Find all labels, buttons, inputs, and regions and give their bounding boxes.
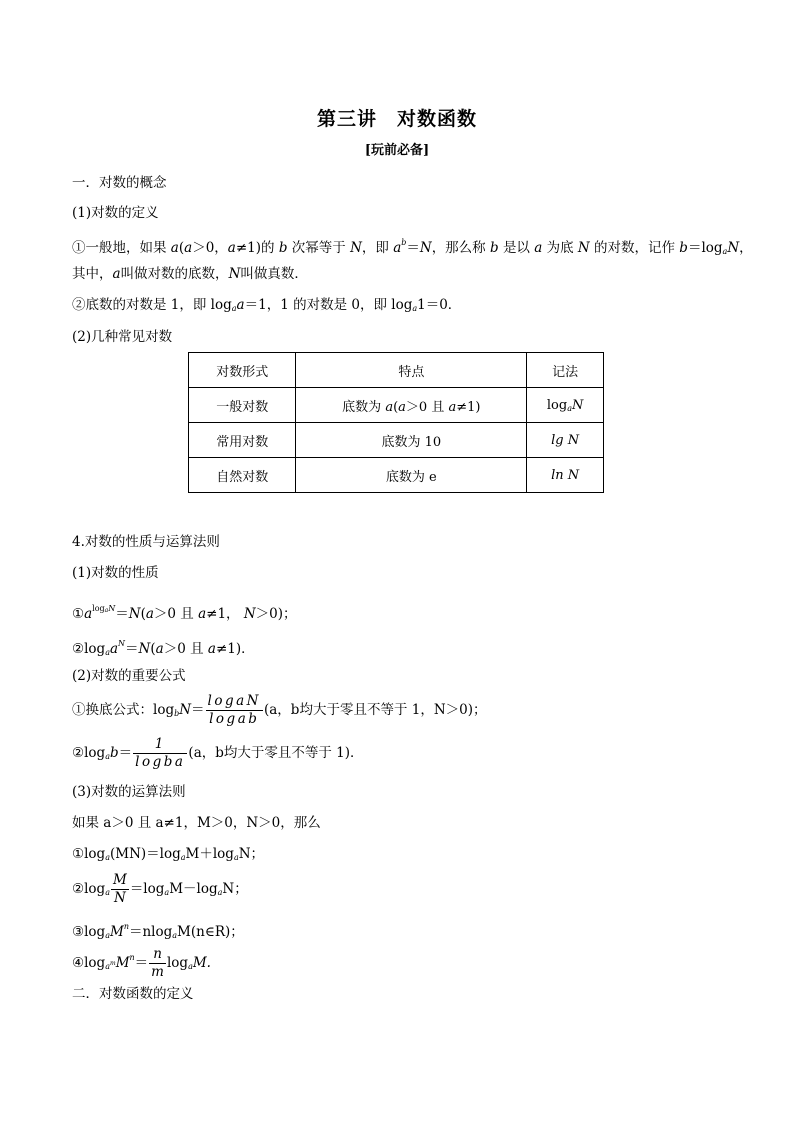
section-heading-log-function: 二．对数函数的定义 [72,986,194,1002]
subheading-important-formulas: (2)对数的重要公式 [72,668,186,684]
rules-condition: 如果 a＞0 且 a≠1，M＞0，N＞0，那么 [72,815,321,831]
base-log-property: ②底数的对数是 1，即 $\log_aa=1$，1 的对数是 0，即 $\log_a1=0$． [72,297,462,313]
table-cell: 常用对数 [189,423,296,458]
table-cell: 底数为 10 [296,423,527,458]
table-cell: lg N [527,423,604,458]
rule-1: $①\log_a(MN)=\log_aM+\log_aN$； [72,846,265,862]
table-row [189,423,604,458]
table-header-cell: 特点 [296,353,527,388]
table-header-row [189,353,604,388]
section-heading-concept: 一．对数的概念 [72,175,167,191]
definition-line-2: 其中，a叫做对数的底数，N叫做真数． [72,266,308,282]
subheading-common-logs: (2)几种常见对数 [72,329,173,345]
table-header-cell: 对数形式 [189,353,296,388]
table-cell: ln N [527,458,604,493]
reciprocal-formula: $②\log_ab=$ $\frac{1}{\text{logba}}$ (a，b均大于零且不等于 1)． [72,736,364,770]
subheading-log-properties: (1)对数的性质 [72,565,159,581]
rule-4-fraction: $\frac{n}{m}$ [151,946,164,980]
change-of-base-fraction: $\frac{\text{logaN}}{\text{logab}}$ [207,693,261,727]
definition-line-1: ①一般地，如果 a(a＞0，a≠1)的 b 次幂等于 N，即 $a^b=N$，那么称 b 是以 a 为底 N 的对数，记作 $b=\log_aN$， [72,238,753,256]
rule-3: $③\log_aM^n=nlog_aM(n\in R)$； [72,922,244,940]
table-cell: 一般对数 [189,388,296,423]
subheading-definition: (1)对数的定义 [72,205,159,221]
section-heading-properties: 4.对数的性质与运算法则 [72,534,220,550]
page-subtitle: [玩前必备] [364,143,430,158]
property-2: $②\log_aa^N=N(a>0$ 且 a≠1)． [72,639,255,657]
table-cell: 底数为 e [296,458,527,493]
rule-2-fraction: $\frac{M}{N}$ [112,872,127,906]
reciprocal-fraction: $\frac{1}{\text{logba}}$ [135,736,186,770]
page-title: 第三讲 对数函数 [316,108,477,130]
subheading-operation-rules: (3)对数的运算法则 [72,784,186,800]
change-of-base-formula: ①换底公式：$\log_bN=$ $\frac{\text{logaN}}{\text{logab}}$ (a，b均大于零且不等于 1，N＞0)； [72,693,487,727]
table-header-cell: 记法 [527,353,604,388]
log-types-table [188,352,604,493]
table-row [189,458,604,493]
table-cell: 自然对数 [189,458,296,493]
table-row [189,388,604,423]
table-cell: $\log_aN$ [527,388,604,423]
rule-4: $④\log_{a^m}M^n=$ $\frac{n}{m}$ $\log_aM$. [72,946,211,980]
property-1: $①a^{log_aN}=N(a>0$ 且 a≠1， N＞0)； [72,604,297,622]
table-cell: 底数为 a(a＞0 且 a≠1) [296,388,527,423]
rule-2: $②\log_a$ $\frac{M}{N}$ $=\log_aM-\log_aN$； [72,872,248,906]
